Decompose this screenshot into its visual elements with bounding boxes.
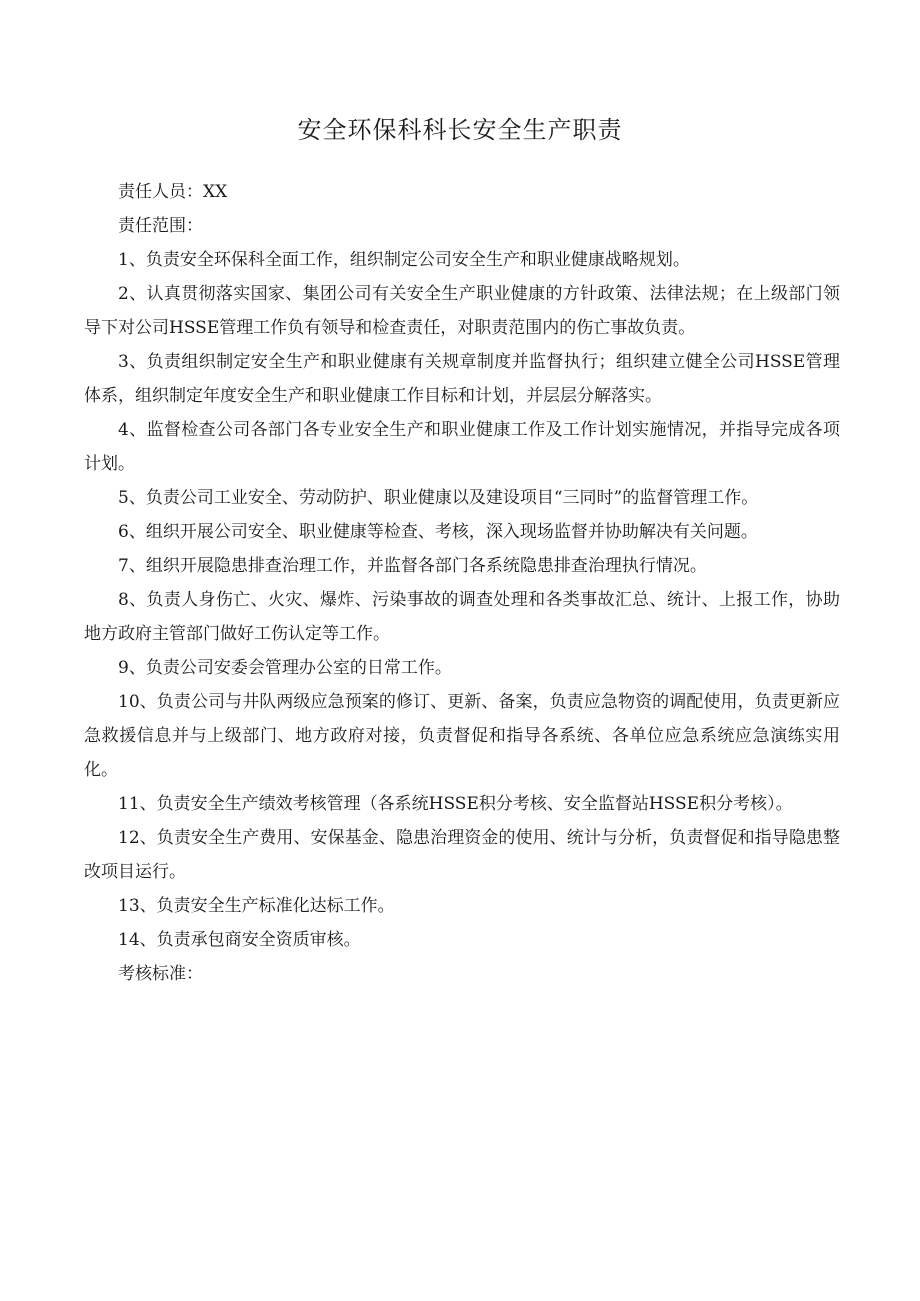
duty-item-12: 12、负责安全生产费用、安保基金、隐患治理资金的使用、统计与分析，负责督促和指导隐患整改项目运行。 [84,828,840,882]
responsible-person-line: 责任人员：XX [118,182,228,202]
duty-item-5: 5、负责公司工业安全、劳动防护、职业健康以及建设项目“三同时”的监督管理工作。 [118,488,759,508]
duty-item-10: 10、负责公司与井队两级应急预案的修订、更新、备案，负责应急物资的调配使用，负责更新应急救援信息并与上级部门、地方政府对接，负责督促和指导各系统、各单位应急系统应急演练实用化。 [84,692,840,780]
scope-label: 责任范围： [118,216,203,236]
duty-item-8: 8、负责人身伤亡、火灾、爆炸、污染事故的调查处理和各类事故汇总、统计、上报工作，协助地方政府主管部门做好工伤认定等工作。 [84,590,840,644]
duty-item-1: 1、负责安全环保科全面工作，组织制定公司安全生产和职业健康战略规划。 [118,250,690,270]
document-title: 安全环保科科长安全生产职责 [297,116,623,144]
duty-item-6: 6、组织开展公司安全、职业健康等检查、考核，深入现场监督并协助解决有关问题。 [118,522,758,542]
duty-item-11: 11、负责安全生产绩效考核管理（各系统HSSE积分考核、安全监督站HSSE积分考核）。 [118,794,793,814]
duty-item-2: 2、认真贯彻落实国家、集团公司有关安全生产职业健康的方针政策、法律法规；在上级部门领导下对公司HSSE管理工作负有领导和检查责任，对职责范围内的伤亡事故负责。 [84,284,840,338]
duty-item-3: 3、负责组织制定安全生产和职业健康有关规章制度并监督执行；组织建立健全公司HSSE管理体系，组织制定年度安全生产和职业健康工作目标和计划，并层层分解落实。 [84,352,840,406]
duty-item-14: 14、负责承包商安全资质审核。 [118,930,361,950]
duty-item-4: 4、监督检查公司各部门各专业安全生产和职业健康工作及工作计划实施情况，并指导完成各项计划。 [84,420,840,474]
duty-item-9: 9、负责公司安委会管理办公室的日常工作。 [118,658,452,678]
document-body [84,175,840,991]
duty-item-7: 7、组织开展隐患排查治理工作，并监督各部门各系统隐患排查治理执行情况。 [118,556,707,576]
assessment-label: 考核标准： [118,964,203,984]
duty-item-13: 13、负责安全生产标准化达标工作。 [118,896,395,916]
